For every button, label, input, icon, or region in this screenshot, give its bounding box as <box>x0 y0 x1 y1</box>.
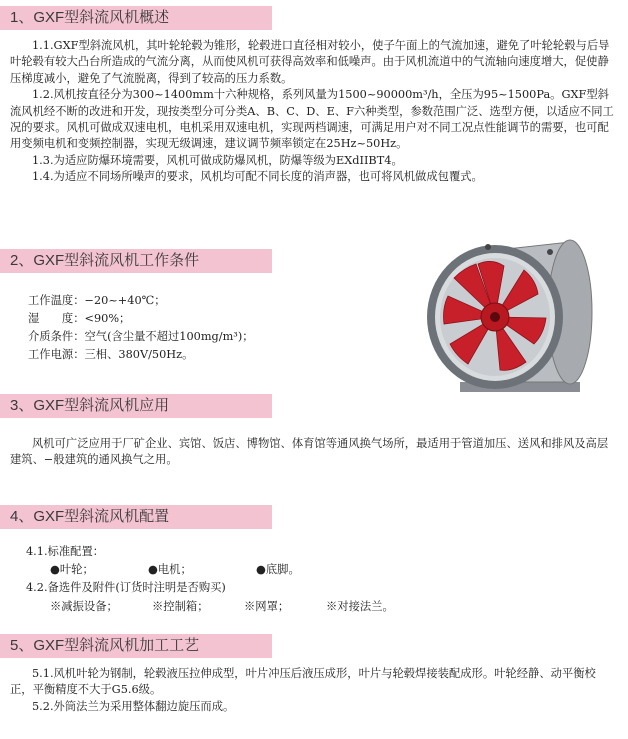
section-5-title: 5、GXF型斜流风机加工工艺 <box>0 634 272 658</box>
option-control-box: ※控制箱； <box>152 600 209 613</box>
section-1-title: 1、GXF型斜流风机概述 <box>0 6 272 30</box>
section-1-para-1: 1.1.GXF型斜流风机，其叶轮轮毂为锥形，轮毂进口直径相对较小，使子午面上的气流加速，避免了叶轮轮毂与后导叶轮毂有较大凸台所造成的气流分离，从而使风机可获得高效率和低噪声。由于风机流道中的气流轴向速度增大，促使静压梯度减小，避免了气流脱离，得到了较高的压力系数。 <box>10 39 610 85</box>
config-item-base: ●底脚。 <box>256 563 300 576</box>
section-4-title: 4、GXF型斜流风机配置 <box>0 505 272 529</box>
section-5-para-2: 5.2.外筒法兰为采用整体翻边旋压而成。 <box>32 699 235 713</box>
option-mesh-cover: ※网罩； <box>244 600 290 613</box>
fan-image <box>420 232 610 402</box>
config-item-impeller: ●叶轮； <box>50 563 94 576</box>
section-1-para-3: 1.3.为适应防爆环境需要，风机可做成防爆风机，防爆等级为EXdIIBT4。 <box>32 153 403 167</box>
option-flange: ※对接法兰。 <box>326 600 394 613</box>
condition-medium: 介质条件：空气(含尘量不超过100mg/m³)； <box>28 330 254 343</box>
section-2-title: 2、GXF型斜流风机工作条件 <box>0 249 272 273</box>
section-5-para-1: 5.1.风机叶轮为钢制，轮毂液压拉伸成型，叶片冲压后液压成形，叶片与轮毂焊接装配成形。叶轮经静、动平衡校正，平衡精度不大于G5.6级。 <box>10 667 596 697</box>
section-1-para-4: 1.4.为适应不同场所噪声的要求，风机均可配不同长度的消声器，也可将风机做成包覆式。 <box>32 170 483 184</box>
standard-config-label: 4.1.标准配置： <box>26 545 105 558</box>
condition-temperature: 工作温度：−20~+40℃； <box>28 294 166 307</box>
config-item-motor: ●电机； <box>148 563 192 576</box>
section-3-title: 3、GXF型斜流风机应用 <box>0 394 272 418</box>
section-3-para: 风机可广泛应用于厂矿企业、宾馆、饭店、博物馆、体育馆等通风换气场所，最适用于管道加压、送风和排风及高层建筑、−般建筑的通风换气之用。 <box>10 437 609 467</box>
option-damper: ※减振设备； <box>50 600 118 613</box>
condition-power: 工作电源：三相、380V/50Hz。 <box>28 348 194 361</box>
section-1-para-2: 1.2.风机按直径分为300~1400mm十六种规格，系列风量为1500~90000m³/h，全压为95~1500Pa。GXF型斜流风机经不断的改进和开发，现按类型分可分类A、B、C、D、E、F六种类型，参数范围广泛、选型方便，以适应不同工况的要求。风机可做成双速电机，电机采用双速电机，实现两档调速，可满足用户对不同工况点性能调节的需要，也可配用变频电机和变频控制器，实现无级调速，建议调节频率锁定在25Hz~50Hz。 <box>10 88 614 151</box>
optional-config-label: 4.2.备选件及附件(订货时注明是否购买) <box>26 581 226 594</box>
condition-humidity: 湿 度：<90%； <box>28 312 131 325</box>
section-5-body <box>10 666 618 715</box>
section-1-body <box>10 38 618 186</box>
